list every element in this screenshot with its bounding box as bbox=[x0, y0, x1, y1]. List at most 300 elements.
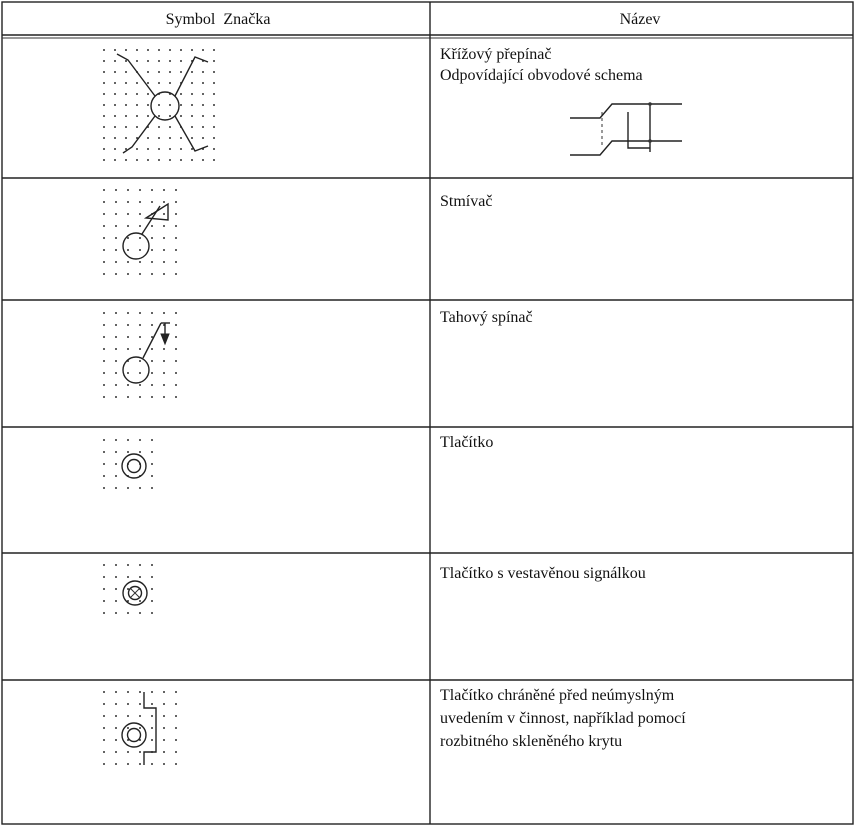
grid-dot bbox=[103, 60, 105, 62]
grid-dot bbox=[202, 104, 204, 106]
grid-dot bbox=[115, 273, 117, 275]
grid-dot bbox=[127, 576, 129, 578]
grid-dot bbox=[127, 396, 129, 398]
grid-dot bbox=[114, 148, 116, 150]
grid-dot bbox=[175, 225, 177, 227]
grid-dot bbox=[147, 137, 149, 139]
grid-dot bbox=[213, 148, 215, 150]
grid-dot bbox=[175, 237, 177, 239]
grid-dot bbox=[175, 384, 177, 386]
grid-dot bbox=[163, 372, 165, 374]
grid-dot bbox=[127, 451, 129, 453]
grid-dot bbox=[125, 71, 127, 73]
grid-dot bbox=[213, 115, 215, 117]
grid-dot bbox=[115, 463, 117, 465]
grid-dot bbox=[175, 703, 177, 705]
grid-dot bbox=[127, 324, 129, 326]
grid-dot bbox=[175, 324, 177, 326]
grid-dot bbox=[175, 201, 177, 203]
grid-dot bbox=[151, 201, 153, 203]
grid-dot bbox=[151, 439, 153, 441]
grid-dot bbox=[180, 159, 182, 161]
grid-dot bbox=[139, 348, 141, 350]
grid-dot bbox=[136, 60, 138, 62]
grid-dot bbox=[202, 137, 204, 139]
grid-dot bbox=[103, 71, 105, 73]
grid-dot bbox=[163, 739, 165, 741]
grid-dot bbox=[136, 93, 138, 95]
grid-dot bbox=[114, 93, 116, 95]
grid-dot bbox=[180, 148, 182, 150]
grid-dot bbox=[127, 751, 129, 753]
grid-dot bbox=[151, 576, 153, 578]
grid-dot bbox=[151, 249, 153, 251]
grid-dot bbox=[127, 249, 129, 251]
grid-dot bbox=[147, 71, 149, 73]
grid-dot bbox=[139, 384, 141, 386]
grid-dot bbox=[115, 751, 117, 753]
grid-dot bbox=[139, 763, 141, 765]
grid-dot bbox=[191, 71, 193, 73]
grid-dot bbox=[127, 612, 129, 614]
grid-dot bbox=[115, 396, 117, 398]
grid-dot bbox=[115, 360, 117, 362]
grid-dot bbox=[103, 261, 105, 263]
grid-dot bbox=[151, 261, 153, 263]
pull-switch-icon bbox=[123, 323, 170, 383]
push-button-with-lamp-icon bbox=[123, 581, 147, 605]
grid-dot bbox=[103, 384, 105, 386]
grid-dot bbox=[139, 451, 141, 453]
grid-dot bbox=[213, 60, 215, 62]
name-line: Tlačítko chráněné před neúmyslným bbox=[440, 687, 675, 704]
grid-dot bbox=[139, 237, 141, 239]
grid-dot bbox=[151, 703, 153, 705]
grid-dot bbox=[202, 93, 204, 95]
grid-dot bbox=[151, 715, 153, 717]
grid-dot bbox=[103, 104, 105, 106]
grid-dot bbox=[115, 439, 117, 441]
grid-dot bbox=[125, 93, 127, 95]
grid-dot bbox=[103, 487, 105, 489]
grid-dot bbox=[103, 159, 105, 161]
grid-dot bbox=[163, 360, 165, 362]
grid-dot bbox=[151, 237, 153, 239]
grid-dot bbox=[158, 115, 160, 117]
grid-dot bbox=[147, 148, 149, 150]
grid-dot bbox=[103, 475, 105, 477]
grid-dot bbox=[103, 201, 105, 203]
grid-dot bbox=[163, 751, 165, 753]
name-line: rozbitného skleněného krytu bbox=[440, 733, 623, 750]
grid-dot bbox=[175, 372, 177, 374]
cross-switch-schematic bbox=[570, 102, 682, 155]
grid-dot bbox=[103, 82, 105, 84]
grid-dot bbox=[114, 60, 116, 62]
grid-dot bbox=[213, 159, 215, 161]
cross-switch-icon bbox=[117, 54, 208, 153]
grid-dot bbox=[136, 148, 138, 150]
grid-dot bbox=[151, 487, 153, 489]
grid-dot bbox=[114, 82, 116, 84]
grid-dot bbox=[103, 126, 105, 128]
grid-dot bbox=[125, 82, 127, 84]
grid-dot bbox=[139, 703, 141, 705]
grid-dot bbox=[115, 727, 117, 729]
grid-dot bbox=[169, 49, 171, 51]
grid-dot bbox=[103, 336, 105, 338]
grid-dot bbox=[114, 71, 116, 73]
grid-dot bbox=[191, 82, 193, 84]
grid-dot bbox=[115, 588, 117, 590]
name-line: Odpovídající obvodové schema bbox=[440, 67, 643, 84]
grid-dot bbox=[115, 348, 117, 350]
grid-dot bbox=[147, 60, 149, 62]
grid-dot bbox=[151, 564, 153, 566]
grid-dot bbox=[136, 159, 138, 161]
grid-dot bbox=[103, 360, 105, 362]
grid-dot bbox=[180, 137, 182, 139]
grid-dot bbox=[115, 763, 117, 765]
grid-dot bbox=[202, 49, 204, 51]
grid-dot bbox=[163, 763, 165, 765]
grid-dot bbox=[169, 60, 171, 62]
grid-dot bbox=[191, 104, 193, 106]
grid-dot bbox=[180, 115, 182, 117]
grid-dot bbox=[115, 312, 117, 314]
grid-dot bbox=[103, 273, 105, 275]
grid-dot bbox=[175, 213, 177, 215]
grid-dot bbox=[127, 312, 129, 314]
grid-dot bbox=[136, 104, 138, 106]
table-grid bbox=[2, 2, 853, 824]
grid-dot bbox=[115, 564, 117, 566]
grid-dot bbox=[125, 126, 127, 128]
grid-dot bbox=[202, 115, 204, 117]
grid-dot bbox=[103, 739, 105, 741]
grid-dot bbox=[125, 60, 127, 62]
grid-dot bbox=[191, 159, 193, 161]
grid-dot bbox=[103, 115, 105, 117]
grid-dot bbox=[125, 137, 127, 139]
protected-push-button-icon bbox=[122, 692, 156, 765]
grid-dot bbox=[115, 576, 117, 578]
grid-dot bbox=[103, 312, 105, 314]
grid-dot bbox=[139, 439, 141, 441]
push-button-icon bbox=[122, 454, 146, 478]
grid-dot bbox=[151, 360, 153, 362]
grid-dot bbox=[127, 336, 129, 338]
grid-dot bbox=[202, 82, 204, 84]
grid-dot bbox=[115, 384, 117, 386]
name-line: Tlačítko bbox=[440, 434, 494, 451]
grid-dot bbox=[127, 715, 129, 717]
grid-dot bbox=[115, 612, 117, 614]
grid-dot bbox=[115, 451, 117, 453]
grid-dot bbox=[163, 213, 165, 215]
grid-dot bbox=[103, 189, 105, 191]
grid-dot bbox=[151, 225, 153, 227]
grid-dot bbox=[139, 487, 141, 489]
grid-dot bbox=[139, 261, 141, 263]
grid-dot bbox=[151, 763, 153, 765]
grid-dot bbox=[125, 49, 127, 51]
grid-dot bbox=[115, 691, 117, 693]
name-cell-3 bbox=[440, 309, 533, 326]
grid-dot bbox=[175, 360, 177, 362]
grid-dot bbox=[175, 715, 177, 717]
grid-dot bbox=[151, 189, 153, 191]
grid-dot bbox=[103, 225, 105, 227]
grid-dot bbox=[151, 727, 153, 729]
grid-dot bbox=[163, 715, 165, 717]
name-line: Tlačítko s vestavěnou signálkou bbox=[440, 565, 646, 582]
grid-dot bbox=[147, 159, 149, 161]
name-line: Křížový přepínač bbox=[440, 46, 552, 63]
grid-dot bbox=[139, 372, 141, 374]
grid-dot bbox=[169, 137, 171, 139]
grid-dot bbox=[139, 360, 141, 362]
grid-dot bbox=[103, 691, 105, 693]
grid-dot bbox=[115, 225, 117, 227]
grid-dot bbox=[103, 703, 105, 705]
grid-dot bbox=[180, 71, 182, 73]
grid-dot bbox=[139, 715, 141, 717]
grid-dot bbox=[115, 703, 117, 705]
name-cell-6 bbox=[440, 687, 686, 750]
name-cell-4 bbox=[440, 434, 493, 451]
grid-dot bbox=[175, 249, 177, 251]
dot-grids bbox=[103, 49, 215, 765]
grid-dot bbox=[151, 475, 153, 477]
grid-dot bbox=[114, 126, 116, 128]
grid-dot bbox=[163, 691, 165, 693]
grid-dot bbox=[127, 384, 129, 386]
grid-dot bbox=[139, 727, 141, 729]
grid-dot bbox=[115, 249, 117, 251]
grid-dot bbox=[202, 126, 204, 128]
grid-dot bbox=[151, 588, 153, 590]
grid-dot bbox=[103, 237, 105, 239]
header-symbol-label: Symbol Značka bbox=[165, 11, 271, 28]
grid-dot bbox=[127, 273, 129, 275]
grid-dot bbox=[115, 324, 117, 326]
grid-dot bbox=[103, 727, 105, 729]
grid-dot bbox=[158, 104, 160, 106]
grid-dot bbox=[127, 189, 129, 191]
grid-dot bbox=[103, 49, 105, 51]
grid-dot bbox=[147, 104, 149, 106]
grid-dot bbox=[127, 487, 129, 489]
grid-dot bbox=[127, 763, 129, 765]
grid-dot bbox=[163, 703, 165, 705]
grid-dot bbox=[213, 71, 215, 73]
grid-dot bbox=[127, 213, 129, 215]
grid-dot bbox=[127, 703, 129, 705]
grid-dot bbox=[103, 439, 105, 441]
grid-dot bbox=[115, 213, 117, 215]
grid-dot bbox=[147, 82, 149, 84]
grid-dot bbox=[163, 261, 165, 263]
name-line: uvedením v činnost, například pomocí bbox=[440, 710, 686, 727]
grid-dot bbox=[103, 249, 105, 251]
grid-dot bbox=[147, 49, 149, 51]
header-name-label: Název bbox=[619, 11, 661, 28]
grid-dot bbox=[127, 225, 129, 227]
grid-dot bbox=[158, 82, 160, 84]
grid-dot bbox=[139, 612, 141, 614]
grid-dot bbox=[175, 739, 177, 741]
grid-dot bbox=[163, 249, 165, 251]
grid-dot bbox=[103, 93, 105, 95]
grid-dot bbox=[158, 159, 160, 161]
grid-dot bbox=[163, 201, 165, 203]
grid-dot bbox=[158, 148, 160, 150]
grid-dot bbox=[191, 93, 193, 95]
grid-dot bbox=[191, 115, 193, 117]
grid-dot bbox=[139, 312, 141, 314]
dimmer-icon bbox=[123, 204, 168, 259]
grid-dot bbox=[191, 137, 193, 139]
grid-dot bbox=[115, 372, 117, 374]
grid-dot bbox=[151, 612, 153, 614]
grid-dot bbox=[114, 159, 116, 161]
grid-dot bbox=[202, 159, 204, 161]
grid-dot bbox=[151, 348, 153, 350]
grid-dot bbox=[169, 159, 171, 161]
name-cell-1 bbox=[440, 46, 643, 84]
grid-dot bbox=[158, 49, 160, 51]
grid-dot bbox=[103, 763, 105, 765]
grid-dot bbox=[175, 763, 177, 765]
grid-dot bbox=[127, 372, 129, 374]
grid-dot bbox=[151, 463, 153, 465]
grid-dot bbox=[127, 727, 129, 729]
grid-dot bbox=[136, 126, 138, 128]
grid-dot bbox=[103, 213, 105, 215]
grid-dot bbox=[127, 564, 129, 566]
grid-dot bbox=[175, 336, 177, 338]
grid-dot bbox=[175, 691, 177, 693]
name-cell-2 bbox=[440, 193, 492, 210]
grid-dot bbox=[103, 751, 105, 753]
grid-dot bbox=[103, 324, 105, 326]
grid-dot bbox=[125, 115, 127, 117]
grid-dot bbox=[147, 93, 149, 95]
grid-dot bbox=[151, 384, 153, 386]
grid-dot bbox=[213, 82, 215, 84]
grid-dot bbox=[158, 60, 160, 62]
grid-dot bbox=[163, 237, 165, 239]
grid-dot bbox=[169, 82, 171, 84]
grid-dot bbox=[139, 249, 141, 251]
grid-dot bbox=[103, 715, 105, 717]
grid-dot bbox=[175, 189, 177, 191]
grid-dot bbox=[139, 600, 141, 602]
grid-dot bbox=[136, 115, 138, 117]
grid-dot bbox=[163, 273, 165, 275]
grid-dot bbox=[136, 82, 138, 84]
grid-dot bbox=[139, 564, 141, 566]
grid-dot bbox=[147, 115, 149, 117]
grid-dot bbox=[103, 137, 105, 139]
grid-dot bbox=[213, 93, 215, 95]
grid-dot bbox=[180, 60, 182, 62]
grid-dot bbox=[115, 189, 117, 191]
grid-dot bbox=[151, 451, 153, 453]
grid-dot bbox=[191, 126, 193, 128]
grid-dot bbox=[139, 336, 141, 338]
grid-dot bbox=[139, 225, 141, 227]
grid-dot bbox=[151, 691, 153, 693]
grid-dot bbox=[115, 739, 117, 741]
grid-dot bbox=[114, 115, 116, 117]
grid-dot bbox=[114, 49, 116, 51]
grid-dot bbox=[115, 201, 117, 203]
grid-dot bbox=[202, 71, 204, 73]
grid-dot bbox=[139, 201, 141, 203]
grid-dot bbox=[103, 588, 105, 590]
grid-dot bbox=[103, 564, 105, 566]
grid-dot bbox=[151, 600, 153, 602]
name-line: Tahový spínač bbox=[440, 309, 533, 326]
grid-dot bbox=[213, 49, 215, 51]
grid-dot bbox=[103, 463, 105, 465]
grid-dot bbox=[115, 237, 117, 239]
grid-dot bbox=[139, 273, 141, 275]
grid-dot bbox=[175, 727, 177, 729]
grid-dot bbox=[180, 104, 182, 106]
grid-dot bbox=[175, 348, 177, 350]
grid-dot bbox=[163, 225, 165, 227]
grid-dot bbox=[139, 213, 141, 215]
name-cell-5 bbox=[440, 565, 646, 582]
grid-dot bbox=[175, 261, 177, 263]
grid-dot bbox=[175, 751, 177, 753]
name-line: Stmívač bbox=[440, 193, 493, 210]
grid-dot bbox=[163, 312, 165, 314]
grid-dot bbox=[127, 691, 129, 693]
grid-dot bbox=[125, 159, 127, 161]
grid-dot bbox=[139, 189, 141, 191]
grid-dot bbox=[103, 612, 105, 614]
grid-dot bbox=[213, 104, 215, 106]
grid-dot bbox=[114, 104, 116, 106]
grid-dot bbox=[180, 49, 182, 51]
grid-dot bbox=[103, 576, 105, 578]
grid-dot bbox=[115, 715, 117, 717]
grid-dot bbox=[139, 691, 141, 693]
grid-dot bbox=[169, 115, 171, 117]
grid-dot bbox=[103, 396, 105, 398]
grid-dot bbox=[139, 576, 141, 578]
grid-dot bbox=[127, 439, 129, 441]
grid-dot bbox=[180, 93, 182, 95]
grid-dot bbox=[169, 104, 171, 106]
grid-dot bbox=[136, 49, 138, 51]
grid-dot bbox=[213, 126, 215, 128]
grid-dot bbox=[175, 273, 177, 275]
grid-dot bbox=[127, 261, 129, 263]
grid-dot bbox=[139, 324, 141, 326]
grid-dot bbox=[151, 396, 153, 398]
grid-dot bbox=[103, 148, 105, 150]
grid-dot bbox=[169, 126, 171, 128]
grid-dot bbox=[158, 137, 160, 139]
grid-dot bbox=[103, 451, 105, 453]
grid-dot bbox=[139, 751, 141, 753]
grid-dot bbox=[151, 273, 153, 275]
